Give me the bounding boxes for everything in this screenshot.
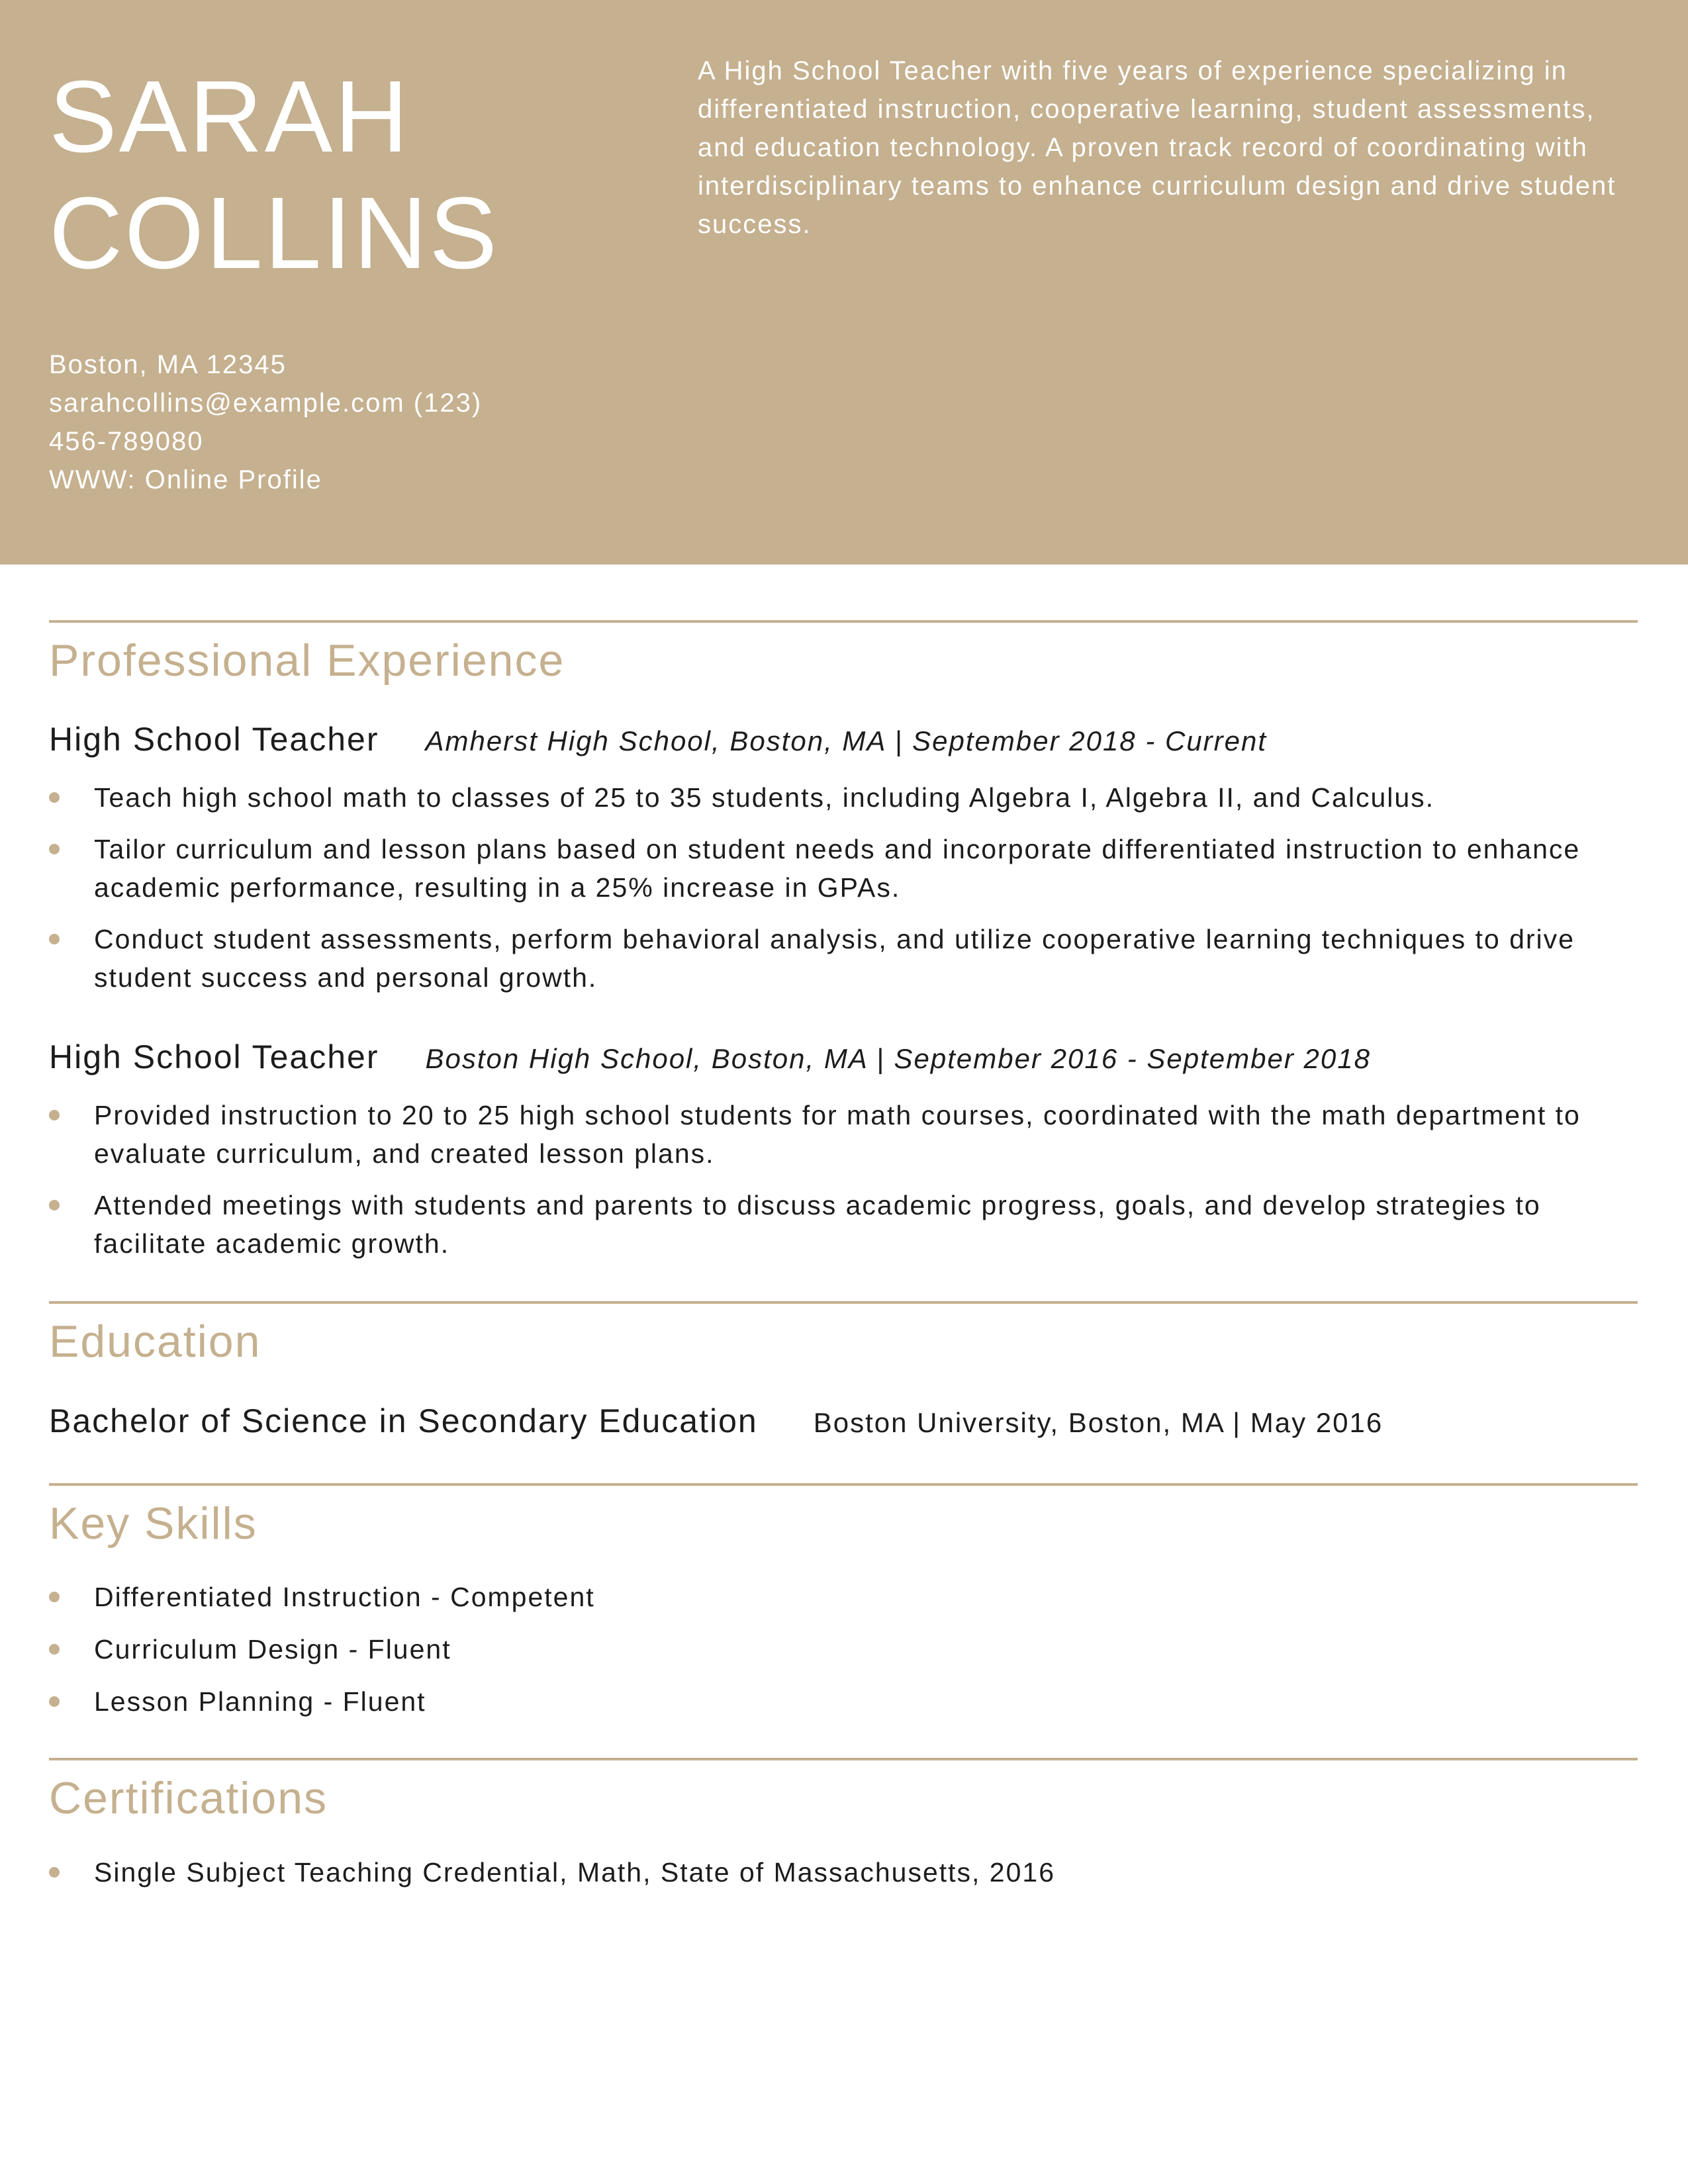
section-title-experience: Professional Experience: [49, 635, 565, 686]
skills-list: [49, 1578, 1644, 1721]
section-title-certifications: Certifications: [49, 1773, 328, 1823]
skill-item: Lesson Planning - Fluent: [49, 1682, 1644, 1721]
bullet-icon: [49, 792, 60, 803]
bullet-icon: [49, 1200, 60, 1210]
skill-item: Differentiated Instruction - Competent: [49, 1578, 1644, 1616]
job-heading: [49, 1038, 1371, 1076]
certification-item: Single Subject Teaching Credential, Math, State of Massachusetts, 2016: [49, 1853, 1644, 1891]
section-title-education: Education: [49, 1316, 261, 1367]
job-meta: Amherst High School, Boston, MA | September 2018 - Current: [425, 725, 1268, 756]
summary-text: A High School Teacher with five years of experience specializing in differentiated instruction, cooperative learning, student assessments, and education technology. A proven track record of coordinating with interdisciplinary teams to enhance curriculum design and drive student success.: [698, 56, 1617, 239]
contact-location: Boston, MA 12345: [49, 350, 287, 379]
section-divider: [49, 1758, 1638, 1760]
bullet-icon: [49, 1644, 60, 1655]
bullet-item: Provided instruction to 20 to 25 high school students for math courses, coordinated with the math department to evaluate curriculum, and created lesson plans.: [49, 1096, 1644, 1173]
bullet-icon: [49, 1867, 60, 1878]
job-bullets: [49, 1096, 1644, 1263]
header-banner: [0, 0, 1688, 565]
education-entry: [49, 1402, 1383, 1440]
section-divider: [49, 1301, 1638, 1304]
certifications-list: [49, 1853, 1644, 1891]
job-title: High School Teacher: [49, 721, 379, 758]
candidate-name: [49, 58, 645, 291]
contact-phone: 456-789080: [49, 427, 204, 456]
job-bullets: [49, 778, 1644, 997]
job-heading: [49, 720, 1267, 758]
bullet-icon: [49, 934, 60, 944]
section-title-skills: Key Skills: [49, 1498, 258, 1549]
contact-info: [49, 345, 645, 499]
education-meta: Boston University, Boston, MA | May 2016: [813, 1407, 1383, 1438]
name-last: COLLINS: [49, 176, 500, 290]
bullet-icon: [49, 1110, 60, 1120]
bullet-icon: [49, 1592, 60, 1602]
bullet-item: Attended meetings with students and parents to discuss academic progress, goals, and develop strategies to facilitate academic growth.: [49, 1186, 1644, 1263]
bullet-item: Tailor curriculum and lesson plans based on student needs and incorporate differentiated instruction to enhance academic performance, resulting in a 25% increase in GPAs.: [49, 830, 1644, 907]
job-meta: Boston High School, Boston, MA | September 2016 - September 2018: [425, 1043, 1371, 1074]
section-divider: [49, 620, 1638, 623]
bullet-item: Teach high school math to classes of 25 to 35 students, including Algebra I, Algebra II, and Calculus.: [49, 778, 1644, 817]
contact-email[interactable]: sarahcollins@example.com (123): [49, 388, 483, 418]
bullet-icon: [49, 1696, 60, 1707]
job-title: High School Teacher: [49, 1038, 379, 1075]
contact-website[interactable]: WWW: Online Profile: [49, 465, 322, 494]
bullet-item: Conduct student assessments, perform behavioral analysis, and utilize cooperative learning techniques to drive student success and personal growth.: [49, 920, 1644, 997]
section-divider: [49, 1483, 1638, 1486]
degree-title: Bachelor of Science in Secondary Education: [49, 1402, 758, 1439]
bullet-icon: [49, 844, 60, 854]
name-first: SARAH: [49, 60, 410, 173]
skill-item: Curriculum Design - Fluent: [49, 1630, 1644, 1668]
